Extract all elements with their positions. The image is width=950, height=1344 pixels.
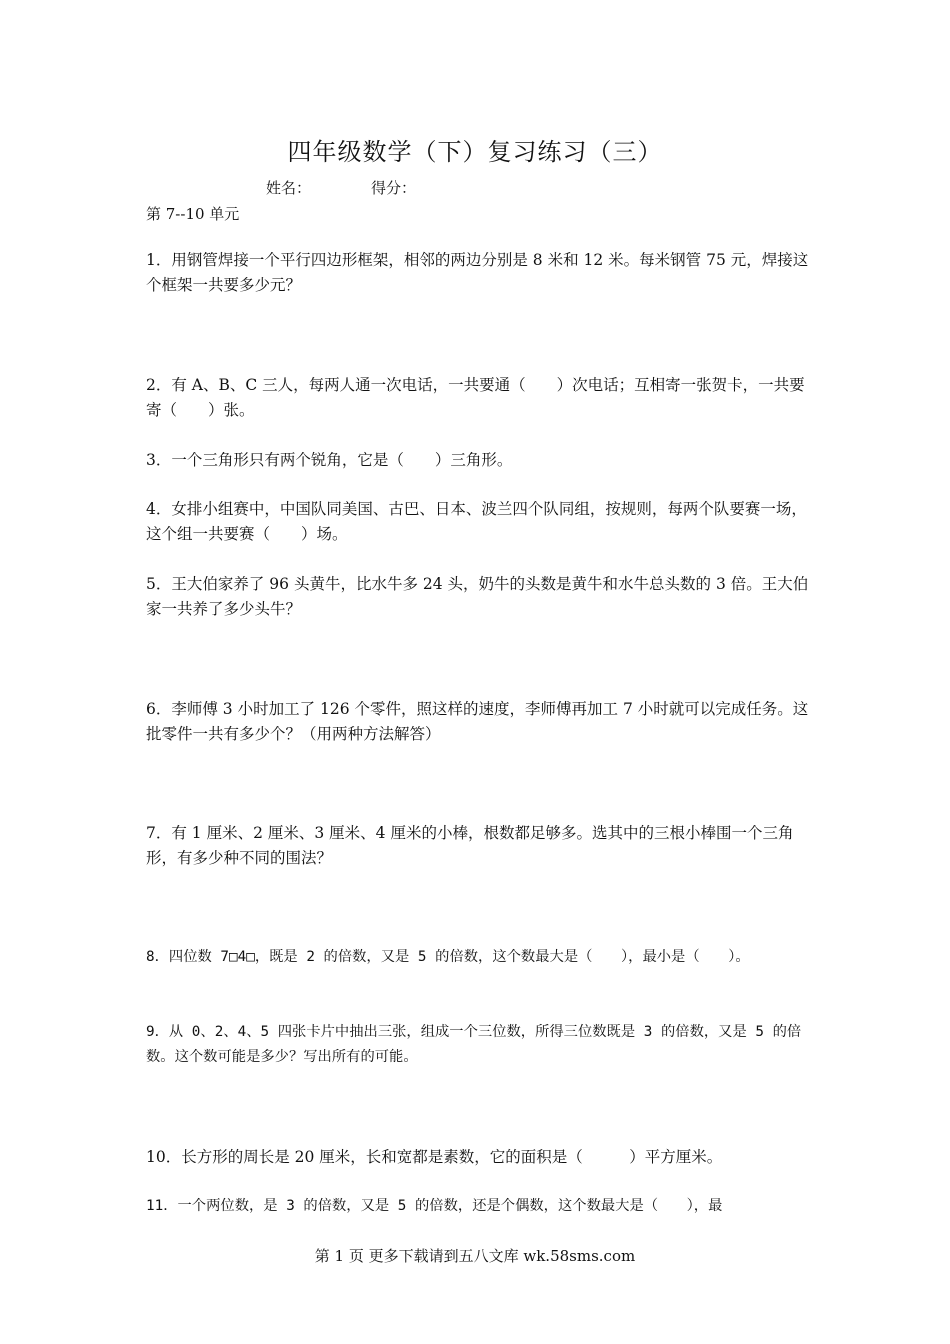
question-6: 6．李师傅 3 小时加工了 126 个零件，照这样的速度，李师傅再加工 7 小时就可以完成任务。这批零件一共有多少个？（用两种方法解答） [146,700,809,743]
question-5: 5．王大伯家养了 96 头黄牛，比水牛多 24 头，奶牛的头数是黄牛和水牛总头数的 3 倍。王大伯家一共养了多少头牛？ [146,575,809,618]
page-footer: 第 1 页 更多下载请到五八文库 wk.58sms.com [314,1247,636,1265]
question-11: 11．一个两位数，是 3 的倍数，又是 5 的倍数，还是个偶数，这个数最大是（ ），最 [146,1198,723,1214]
question-9: 9．从 0、2、4、5 四张卡片中抽出三张，组成一个三位数，所得三位数既是 3 的倍数，又是 5 的倍数。这个数可能是多少？写出所有的可能。 [146,1024,802,1065]
page-title: 四年级数学（下）复习练习（三） [287,138,663,166]
score-label: 得分： [371,179,417,197]
unit-range: 第 7--10 单元 [146,205,240,223]
question-8: 8．四位数 7□4□，既是 2 的倍数，又是 5 的倍数，这个数最大是（ ），最小是（ ）。 [146,949,750,965]
name-label: 姓名： [266,179,312,197]
question-1: 1．用钢管焊接一个平行四边形框架，相邻的两边分别是 8 米和 12 米。每米钢管 75 元，焊接这个框架一共要多少元？ [146,251,809,294]
question-4: 4．女排小组赛中，中国队同美国、古巴、日本、波兰四个队同组，按规则，每两个队要赛一场，这个组一共要赛（ ）场。 [146,500,807,543]
question-10: 10．长方形的周长是 20 厘米，长和宽都是素数，它的面积是（ ）平方厘米。 [146,1148,723,1166]
question-7: 7．有 1 厘米、2 厘米、3 厘米、4 厘米的小棒，根数都足够多。选其中的三根小棒围一个三角形，有多少种不同的围法？ [146,824,794,867]
question-3: 3．一个三角形只有两个锐角，它是（ ）三角形。 [146,451,513,469]
question-2: 2．有 A、B、C 三人，每两人通一次电话，一共要通（ ）次电话；互相寄一张贺卡，一共要寄（ ）张。 [146,376,805,419]
